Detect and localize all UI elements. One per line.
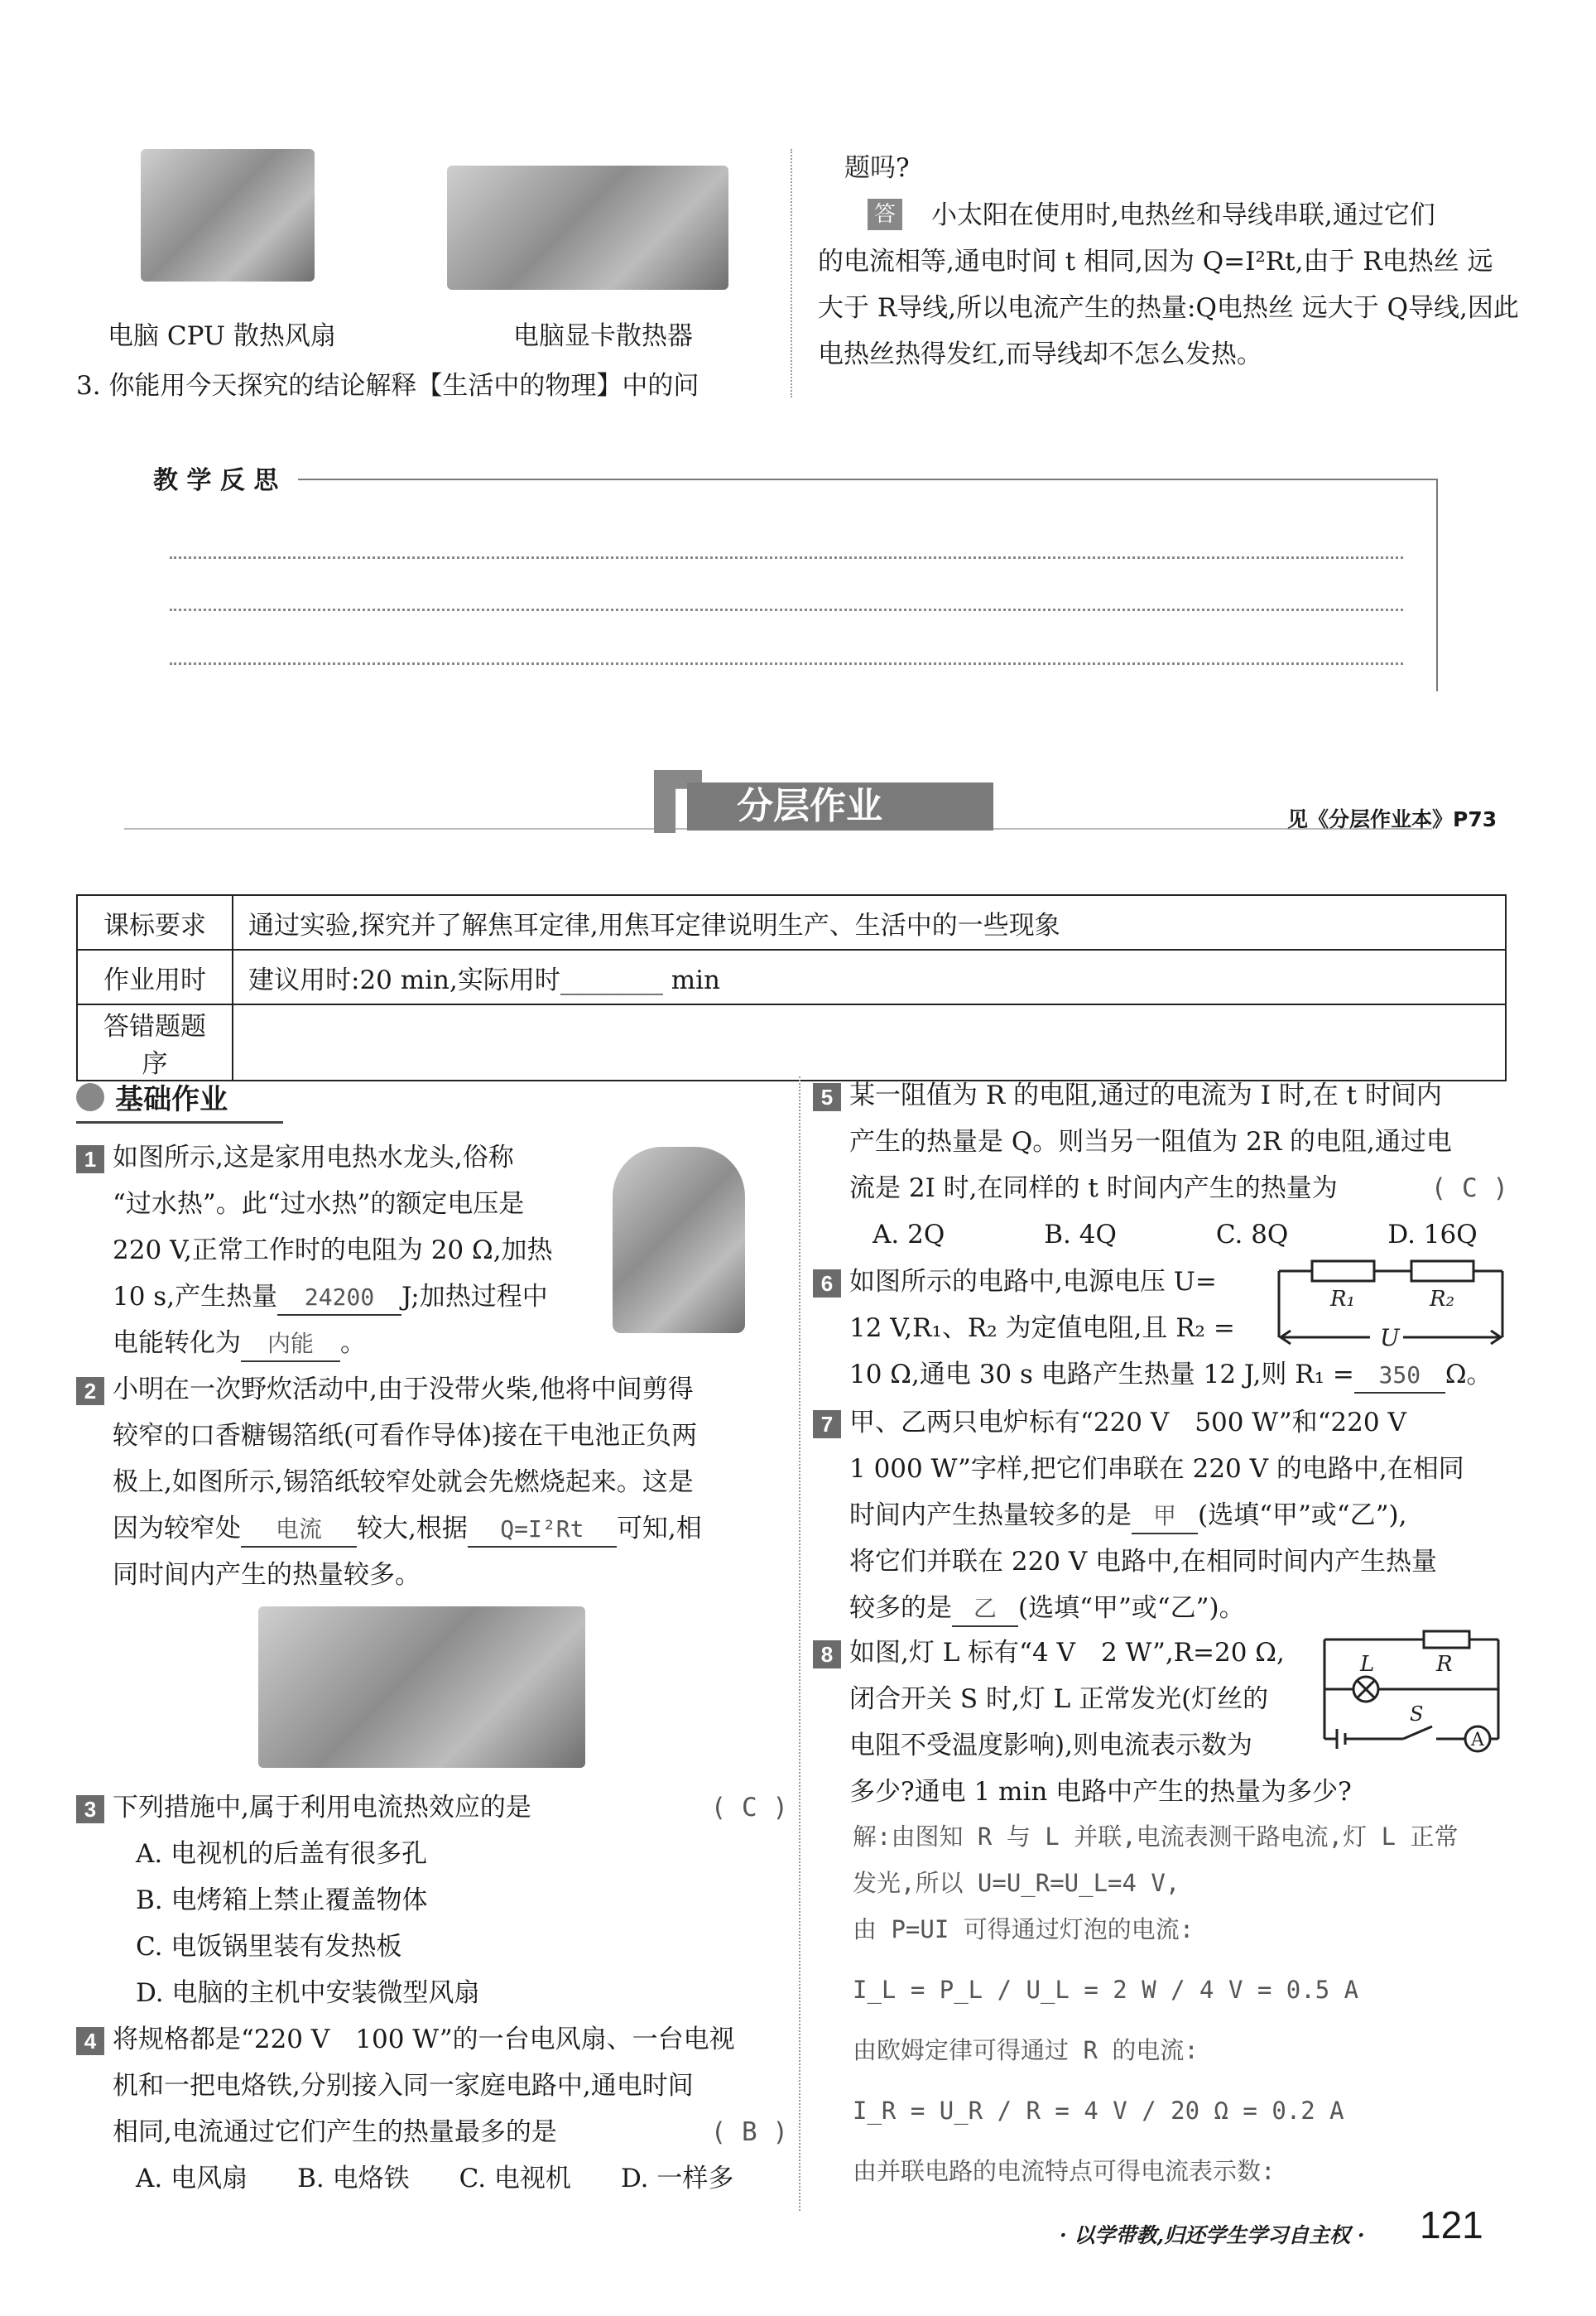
voltage-label: U	[1380, 1324, 1400, 1351]
table-cell-label: 课标要求	[77, 895, 233, 950]
option[interactable]: A. 2Q	[873, 1220, 945, 1249]
option[interactable]: D. 电脑的主机中安装微型风扇	[136, 1978, 480, 2008]
option[interactable]: A. 电视机的后盖有很多孔	[136, 1839, 428, 1869]
answer-blank[interactable]: 350	[1354, 1359, 1445, 1394]
table-cell-value[interactable]: 建议用时:20 min,实际用时________ min	[233, 950, 1506, 1004]
answer-blank[interactable]: 内能	[241, 1327, 340, 1362]
column-divider	[791, 149, 792, 397]
resistor-label: R	[1436, 1652, 1453, 1677]
r2-label: R₂	[1430, 1287, 1454, 1312]
question-1: 1 如图所示,这是家用电热水龙头,俗称 “过水热”。此“过水热”的额定电压是 220 V,正常工作时的电阻为 20 Ω,加热 10 s,产生热量 24200 J;加热过程中 电能转化为 内能 。	[76, 1134, 606, 1366]
option[interactable]: B. 电烤箱上禁止覆盖物体	[136, 1885, 428, 1915]
option[interactable]: C. 电视机	[459, 2164, 571, 2193]
question-number: 1	[76, 1145, 104, 1173]
solution: 解:由图知 R 与 L 并联,电流表测干路电流,灯 L 正常 发光,所以 U=U_R=U_L=4 V, 由 P=UI 可得通过灯泡的电流: I_L = P_L / U_L = 2 W / 4 V = 0.5 A 由欧姆定律可得通过 R 的电流: I_R = U_R / R = 4 V / 20 Ω = 0.2 A 由并联电路的电流特点可得电流表示数:	[853, 1822, 1459, 2185]
fig2-caption: 电脑显卡散热器	[513, 321, 693, 351]
question-3: 3 下列措施中,属于利用电流热效应的是 ( C ) A. 电视机的后盖有很多孔 B. 电烤箱上禁止覆盖物体 C. 电饭锅里装有发热板 D. 电脑的主机中安装微型风扇	[76, 1784, 788, 2016]
choice-answer[interactable]: ( B )	[710, 2117, 788, 2147]
option[interactable]: D. 16Q	[1387, 1220, 1478, 1249]
faucet-photo	[613, 1147, 745, 1333]
choice-answer[interactable]: ( C )	[710, 1793, 788, 1822]
fig1-caption: 电脑 CPU 散热风扇	[108, 321, 336, 351]
question-3-continuation: 题吗?	[844, 153, 910, 183]
table-row	[77, 895, 1506, 950]
footer-slogan: · 以学带教,归还学生学习自主权 ·	[1060, 2223, 1365, 2247]
question-number: 2	[76, 1377, 104, 1405]
answer-line: 的电流相等,通电时间 t 相同,因为 Q=I²Rt,由于 R电热丝 远	[818, 247, 1493, 277]
question-number: 4	[76, 2027, 104, 2055]
question-number: 8	[813, 1640, 841, 1668]
answer-blank[interactable]: 电流	[241, 1513, 357, 1548]
choice-answer[interactable]: ( C )	[1430, 1173, 1508, 1203]
column-divider	[799, 1076, 800, 2211]
question-8: 8 如图,灯 L 标有“4 V 2 W”,R=20 Ω, 闭合开关 S 时,灯 L 正常发光(灯丝的 电阻不受温度影响),则电流表示数为 多少?通电 1 min 电路中产生的热量为多少?	[813, 1630, 1508, 1815]
pencil-icon	[76, 1083, 104, 1111]
answer-blank[interactable]: Q=I²Rt	[468, 1513, 617, 1548]
question-number: 7	[813, 1410, 841, 1438]
question-6: 6 如图所示的电路中,电源电压 U= 12 V,R₁、R₂ 为定值电阻,且 R₂ = 10 Ω,通电 30 s 电路产生热量 12 J,则 R₁ = 350 Ω。	[813, 1259, 1508, 1398]
section-title: 基础作业	[76, 1076, 283, 1124]
page-number: 121	[1420, 2203, 1483, 2246]
question-number: 6	[813, 1269, 841, 1298]
table-cell-label: 作业用时	[77, 950, 233, 1004]
option[interactable]: B. 4Q	[1044, 1220, 1117, 1249]
reflection-line[interactable]	[170, 556, 1403, 559]
r1-label: R₁	[1330, 1287, 1355, 1312]
question-5: 5 某一阻值为 R 的电阻,通过的电流为 I 时,在 t 时间内 产生的热量是 Q。则当另一阻值为 2R 的电阻,通过电 流是 2I 时,在同样的 t 时间内产生的热量为 ( C ) A. 2Q B. 4Q C. 8Q D. 16Q	[813, 1072, 1508, 1258]
series-circuit-diagram	[1271, 1254, 1511, 1354]
option[interactable]: C. 电饭锅里装有发热板	[136, 1932, 402, 1962]
switch-label: S	[1410, 1702, 1424, 1726]
reflection-title: 教 学 反 思	[153, 466, 279, 495]
answer-mark-icon: 答	[868, 199, 902, 230]
requirement-table	[76, 894, 1507, 1081]
table-cell-value: 通过实验,探究并了解焦耳定律,用焦耳定律说明生产、生活中的一些现象	[233, 895, 1506, 950]
answer-line: 小太阳在使用时,电热丝和导线串联,通过它们	[931, 200, 1435, 230]
answer-blank[interactable]: 乙	[952, 1592, 1018, 1627]
table-row	[77, 950, 1506, 1004]
reflection-line[interactable]	[170, 609, 1403, 611]
ammeter-label: A	[1471, 1730, 1484, 1750]
foil-experiment-photo	[258, 1606, 585, 1768]
reflection-box	[298, 479, 1438, 691]
reflection-line[interactable]	[170, 662, 1403, 665]
option[interactable]: D. 一样多	[620, 2164, 734, 2193]
option[interactable]: B. 电烙铁	[297, 2164, 410, 2193]
answer-blank[interactable]: 甲	[1132, 1500, 1198, 1534]
answer-line: 大于 R导线,所以电流产生的热量:Q电热丝 远大于 Q导线,因此	[818, 293, 1519, 323]
question-4: 4 将规格都是“220 V 100 W”的一台电风扇、一台电视 机和一把电烙铁,分别接入同一家庭电路中,通电时间 相同,电流通过它们产生的热量最多的是 ( B ) A. 电风扇 B. 电烙铁 C. 电视机 D. 一样多	[76, 2016, 788, 2202]
question-2: 2 小明在一次野炊活动中,由于没带火柴,他将中间剪得 较窄的口香糖锡箔纸(可看作导体)接在干电池正负两 极上,如图所示,锡箔纸较窄处就会先燃烧起来。这是 因为较窄处 电流 较大,根据 Q=I²Rt 可知,相 同时间内产生的热量较多。	[76, 1366, 788, 1598]
option[interactable]: C. 8Q	[1215, 1220, 1289, 1249]
table-cell-value[interactable]	[233, 1004, 1506, 1081]
question-number: 3	[76, 1795, 104, 1823]
parallel-circuit-diagram	[1312, 1623, 1511, 1755]
question-7: 7 甲、乙两只电炉标有“220 V 500 W”和“220 V 1 000 W”字样,把它们串联在 220 V 的电路中,在相同 时间内产生热量较多的是 甲 (选填“甲”或“乙”), 将它们并联在 220 V 电路中,在相同时间内产生热量 较多的是 乙 (选填“甲”或“乙”)。	[813, 1399, 1508, 1631]
answer-blank[interactable]: 24200	[277, 1281, 401, 1316]
cpu-fan-photo	[141, 149, 315, 282]
banner-ref: 见《分层作业本》P73	[1287, 807, 1497, 831]
table-cell-label: 答错题题序	[77, 1004, 233, 1081]
gpu-heatsink-photo	[447, 166, 728, 290]
option[interactable]: A. 电风扇	[136, 2164, 248, 2193]
table-row	[77, 1004, 1506, 1081]
banner-title: 分层作业	[687, 782, 993, 831]
question-3-text: 3. 你能用今天探究的结论解释【生活中的物理】中的问	[76, 371, 699, 401]
answer-line: 电热丝热得发红,而导线却不怎么发热。	[818, 339, 1262, 369]
lamp-label: L	[1360, 1652, 1375, 1677]
question-number: 5	[813, 1083, 841, 1111]
